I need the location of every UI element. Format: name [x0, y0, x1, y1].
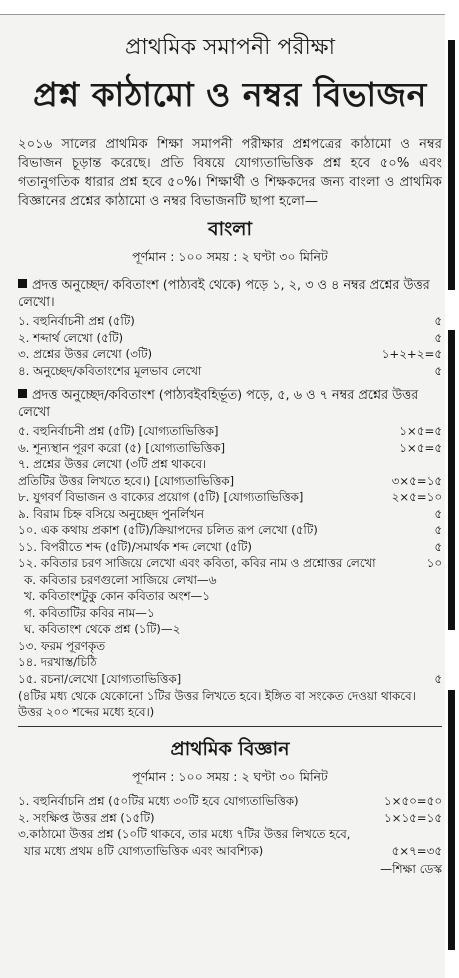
list-item — [18, 539, 442, 556]
item-text: ঘ. কবিতাংশ থেকে প্রশ্ন (১টি)—২ — [24, 622, 181, 636]
item-marks: ৫ — [434, 314, 442, 328]
list-item — [18, 588, 442, 605]
item-text: ৯. বিরাম চিহ্ন বসিয়ে অনুচ্ছেদ পুনর্লিখন — [18, 506, 204, 521]
item-text: ৭. প্রশ্নের উত্তর লেখো (৩টি প্রশ্ন থাকবে। — [18, 457, 207, 471]
bangla-title: বাংলা — [208, 218, 252, 240]
square-bullet-icon — [18, 389, 27, 398]
section-divider — [18, 726, 442, 727]
list-item — [18, 522, 442, 539]
item-text: ১৩. ফরম পূরণকৃত — [18, 638, 105, 653]
list-item — [18, 621, 442, 638]
list-item — [18, 456, 442, 473]
item-text: ৪. অনুচ্ছেদ/কবিতাংশের মূলভাব লেখো — [18, 363, 202, 378]
subheadline: প্রাথমিক সমাপনী পরীক্ষা — [125, 35, 335, 60]
list-item — [18, 638, 442, 655]
science-meta: পূর্ণমান : ১০০ সময় : ২ ঘণ্টা ৩০ মিনিট — [132, 769, 328, 784]
item-marks: ১×৫০=৫০ — [383, 794, 442, 808]
list-item — [18, 423, 442, 440]
bangla-meta: পূর্ণমান : ১০০ সময় : ২ ঘণ্টা ৩০ মিনিট — [132, 249, 328, 264]
list-item — [18, 506, 442, 523]
item-text: ১. বহুনির্বাচনি প্রশ্ন (৫০টির মধ্যে ৩০টি হবে যোগ্যতাভিত্তিক) — [18, 794, 299, 808]
item-text: ২. শব্দার্থ লেখো (৫টি) — [18, 330, 124, 345]
bangla-note: (৪টির মধ্য থেকে যেকোনো ১টির উত্তর লিখতে হবে। ইঙ্গিত বা সংকেত দেওয়া থাকবে। উত্তর ২০০ শব্দের মধ্যে হবে।) — [18, 689, 416, 719]
item-marks: ১+২+২=৫ — [381, 347, 442, 361]
intro-paragraph: ২০১৬ সালের প্রাথমিক শিক্ষা সমাপনী পরীক্ষার প্রশ্নপত্রের কাঠামো ও নম্বর বিভাজন চূড়ান্ত করেছে। প্রতি বিষয়ে যোগ্যতাভিত্তিক প্রশ্ন হবে ৫০% এবং গতানুগতিক ধারার প্রশ্ন হবে ৫০%। শিক্ষার্থী ও শিক্ষকদের জন্য বাংলা ও প্রাথমিক বিজ্ঞানের প্রশ্নের কাঠামো ও নম্বর বিভাজনটি ছাপা হলো— — [18, 137, 442, 209]
list-item — [18, 313, 442, 330]
article — [18, 22, 442, 881]
item-marks: ৫×৭=৩৫ — [391, 843, 442, 858]
square-bullet-icon — [18, 279, 27, 288]
item-text: ১২. কবিতার চরণ সাজিয়ে লেখো এবং কবিতা, কবির নাম ও প্রশ্নোত্তর লেখো — [18, 556, 376, 570]
item-marks: ২×৫=১০ — [391, 490, 442, 504]
list-item — [18, 793, 442, 810]
item-text: ১৫. রচনা/লেখো [যোগ্যতাভিত্তিক] — [18, 671, 182, 686]
top-rule — [0, 0, 445, 15]
item-marks: ১×১৫=১৫ — [383, 810, 442, 825]
list-item — [18, 330, 442, 347]
item-text: ৬. শূন্যস্থান পূরণ করো (৫) [যোগ্যতাভিত্তিক] — [18, 440, 226, 455]
headline: প্রশ্ন কাঠামো ও নম্বর বিভাজন — [33, 75, 427, 114]
item-marks: ১×৫=৫ — [399, 424, 442, 438]
item-marks: ৫ — [434, 363, 442, 378]
list-item — [18, 605, 442, 622]
list-item — [18, 440, 442, 457]
item-marks: ১০ — [426, 556, 442, 570]
item-marks: ৫ — [434, 671, 442, 686]
bangla-part1-heading — [18, 277, 442, 311]
item-text: ১৪. দরখাস্ত/চিঠি — [18, 655, 97, 669]
part1-heading-text: প্রদত্ত অনুচ্ছেদ/ কবিতাংশ (পাঠ্যবই থেকে) পড়ে ১, ২, ৩ ও ৪ নম্বর প্রশ্নের উত্তর লেখো। — [18, 278, 430, 310]
science-list — [18, 793, 442, 859]
item-text: খ. কবিতাংশটুকু কোন কবিতার অংশ—১ — [24, 589, 210, 603]
list-item — [18, 363, 442, 380]
item-marks: ৩×৫=১৫ — [391, 473, 442, 488]
bangla-part2-heading — [18, 387, 442, 421]
science-title: প্রাথমিক বিজ্ঞান — [170, 738, 290, 760]
bangla-part1-list — [18, 313, 442, 379]
item-marks: ১×৫=৫ — [399, 440, 442, 455]
item-text: ১১. বিপরীতে শব্দ (৫টি)/সমার্থক শব্দ লেখো (৫টি) — [18, 539, 252, 554]
item-text: ৩.কাঠামো উত্তর প্রশ্ন (১০টি থাকবে, তার মধ্যে ৭টির উত্তর লিখতে হবে, — [18, 827, 351, 841]
list-item — [18, 489, 442, 506]
item-marks: ৫ — [434, 539, 442, 554]
list-item — [18, 810, 442, 827]
list-item — [18, 826, 442, 843]
item-text: ১০. এক কথায় প্রকাশ (৫টি)/ক্রিয়াপদের চলিত রূপ লেখো (৫টি) — [18, 523, 318, 537]
list-item — [18, 555, 442, 572]
bangla-part2-list — [18, 423, 442, 687]
item-text: ৫. বহুনির্বাচনী প্রশ্ন (৫টি) [যোগ্যতাভিত্তিক] — [18, 424, 219, 438]
item-marks: ৫ — [434, 506, 442, 521]
part2-heading-text: প্রদত্ত অনুচ্ছেদ/কবিতাংশ (পাঠ্যবইবহির্ভূত) পড়ে, ৫, ৬ ও ৭ নম্বর প্রশ্নের উত্তর লেখো — [18, 388, 419, 420]
item-text: ১. বহুনির্বাচনী প্রশ্ন (৫টি) — [18, 314, 135, 328]
item-text: প্রতিটির উত্তর লিখতে হবে।) [যোগ্যতাভিত্তিক] — [18, 473, 235, 488]
item-text: গ. কবিতাটির কবির নাম—১ — [24, 605, 155, 620]
list-item — [18, 473, 442, 490]
item-text: ৩. প্রশ্নের উত্তর লেখো (৩টি) — [18, 347, 153, 361]
item-text: ক. কবিতার চরণগুলো সাজিয়ে লেখা—৬ — [24, 572, 217, 587]
item-text: ২. সংক্ষিপ্ত উত্তর প্রশ্ন (১৫টি) — [18, 810, 155, 825]
item-text: যার মধ্যে প্রথম ৪টি যোগ্যতাভিত্তিক এবং আবশ্যিক) — [24, 843, 264, 858]
list-item — [18, 843, 442, 860]
list-item — [18, 572, 442, 589]
byline: —শিক্ষা ডেস্ক — [380, 862, 442, 876]
list-item — [18, 346, 442, 363]
list-item — [18, 654, 442, 671]
item-marks: ৫ — [434, 330, 442, 345]
right-margin — [445, 0, 459, 978]
item-text: ৮. যুগবর্ণ বিভাজন ও বাক্যের প্রয়োগ (৫টি) [যোগ্যতাভিত্তিক] — [18, 490, 304, 504]
item-marks: ৫ — [434, 523, 442, 537]
list-item — [18, 671, 442, 688]
